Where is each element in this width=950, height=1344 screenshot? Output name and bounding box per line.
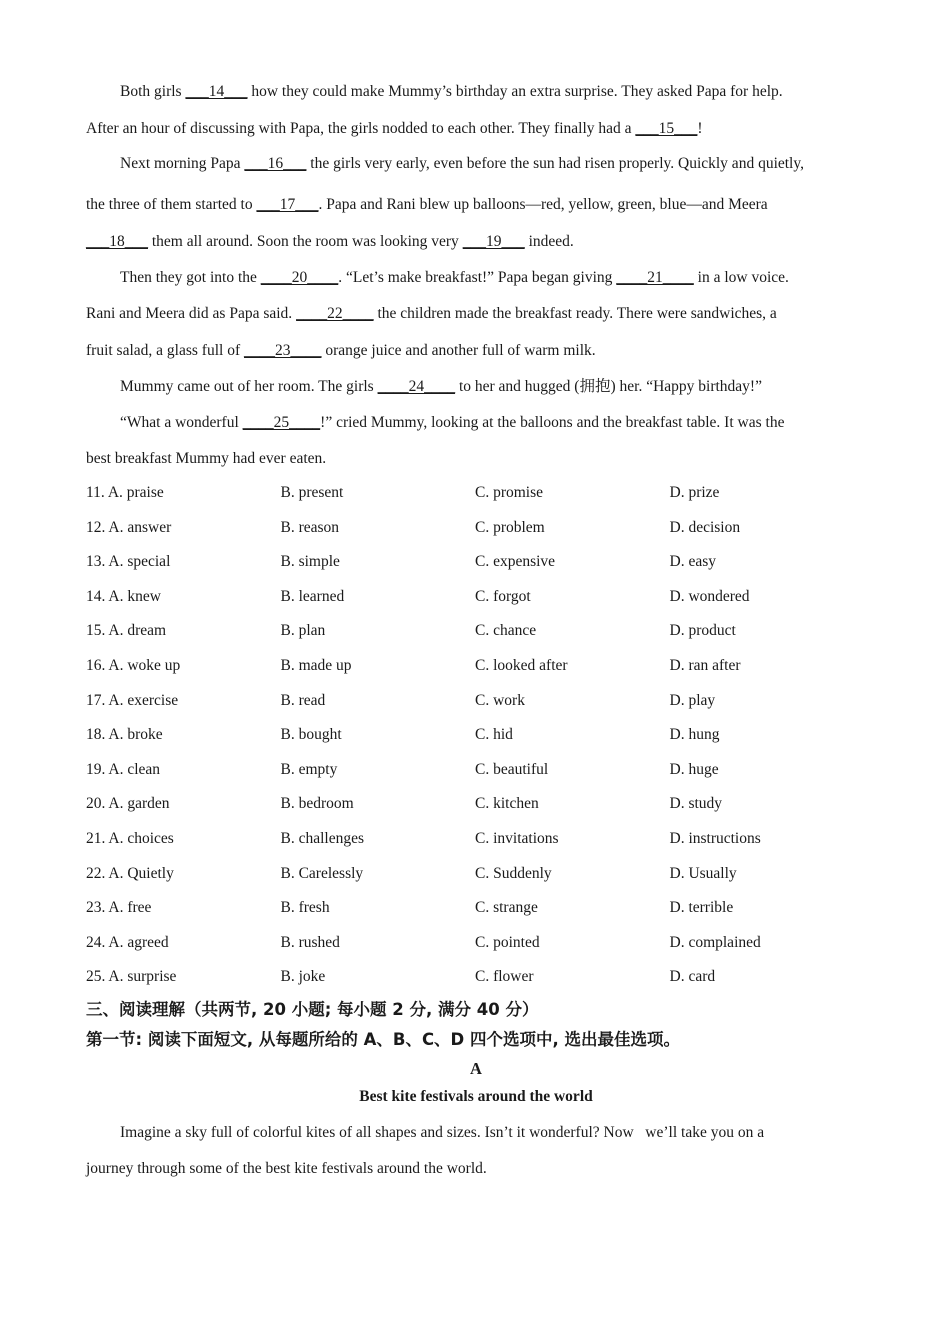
text-line bbox=[86, 223, 866, 260]
text: the girls very early, even before the sun had risen properly. Quickly and quietly, bbox=[306, 155, 804, 172]
option-choice: 16. A. woke up bbox=[86, 656, 181, 674]
option-row bbox=[86, 926, 866, 961]
option-row bbox=[86, 545, 866, 580]
option-row bbox=[86, 718, 866, 753]
story-paragraph-3 bbox=[86, 260, 866, 369]
text: fruit salad, a glass full of bbox=[86, 342, 244, 359]
option-choice: B. fresh bbox=[280, 899, 330, 917]
text: Mummy came out of her room. The girls bbox=[120, 378, 378, 395]
text-line: journey through some of the best kite festivals around the world. bbox=[86, 1159, 487, 1177]
option-choice: 12. A. answer bbox=[86, 518, 172, 536]
text-line bbox=[86, 74, 866, 110]
option-choice: C. problem bbox=[475, 518, 545, 536]
option-choice: B. Carelessly bbox=[280, 864, 364, 882]
option-choice: D. easy bbox=[669, 553, 716, 571]
option-choice: C. forgot bbox=[475, 587, 531, 605]
text: !” cried Mummy, looking at the balloons and the breakfast table. It was the bbox=[320, 414, 785, 431]
option-choice: D. complained bbox=[669, 933, 761, 951]
option-row bbox=[86, 649, 866, 684]
option-row bbox=[86, 822, 866, 857]
blank-18: ___18___ bbox=[86, 233, 148, 250]
text: Next morning Papa bbox=[120, 155, 245, 172]
text-line bbox=[86, 333, 866, 369]
text: After an hour of discussing with Papa, the girls nodded to each other. They finally had a bbox=[86, 120, 636, 137]
option-choice: D. play bbox=[669, 691, 716, 709]
option-choice: B. joke bbox=[280, 968, 326, 986]
text: Rani and Meera did as Papa said. bbox=[86, 305, 297, 322]
blank-20: ____20____ bbox=[260, 269, 339, 286]
option-choice: D. hung bbox=[669, 726, 720, 744]
blank-19: ___19___ bbox=[462, 233, 525, 250]
option-choice: B. reason bbox=[280, 518, 340, 536]
option-choice: C. chance bbox=[475, 622, 537, 640]
option-row bbox=[86, 614, 866, 649]
option-row bbox=[86, 960, 866, 995]
option-choice: C. beautiful bbox=[475, 760, 549, 778]
option-choice: C. kitchen bbox=[475, 795, 539, 813]
text: how they could make Mummy’s birthday an extra surprise. They asked Papa for help. bbox=[247, 83, 783, 100]
option-choice: 20. A. garden bbox=[86, 795, 170, 813]
text-line bbox=[86, 441, 866, 476]
story-paragraph-4 bbox=[86, 369, 866, 404]
option-choice: C. strange bbox=[475, 899, 538, 917]
story-paragraph-1 bbox=[86, 74, 866, 148]
option-choice: B. read bbox=[280, 691, 326, 709]
option-choice: B. bedroom bbox=[280, 795, 354, 813]
text: . “Let’s make breakfast!” Papa began giving bbox=[338, 269, 617, 286]
text-line bbox=[86, 148, 866, 186]
option-choice: C. invitations bbox=[475, 829, 559, 847]
option-choice: B. challenges bbox=[280, 829, 365, 847]
blank-22: ____22____ bbox=[296, 305, 374, 322]
option-choice: 22. A. Quietly bbox=[86, 864, 174, 882]
option-choice: D. wondered bbox=[669, 587, 750, 605]
text: the children made the breakfast ready. There were sandwiches, a bbox=[373, 305, 777, 322]
text: Then they got into the bbox=[120, 269, 261, 286]
story-paragraph-5 bbox=[86, 404, 866, 476]
blank-25: ____25____ bbox=[242, 414, 321, 431]
blank-16: ___16___ bbox=[244, 155, 307, 172]
option-choice: 18. A. broke bbox=[86, 726, 163, 744]
text: . Papa and Rani blew up balloons—red, yellow, green, blue—and Meera bbox=[318, 196, 768, 213]
option-choice: 19. A. clean bbox=[86, 760, 161, 778]
text-line bbox=[86, 369, 866, 404]
option-choice: 15. A. dream bbox=[86, 622, 167, 640]
blank-24: ____24____ bbox=[377, 378, 456, 395]
passage-intro bbox=[86, 1115, 866, 1187]
text: indeed. bbox=[524, 233, 574, 250]
option-choice: D. Usually bbox=[669, 864, 737, 882]
text: Both girls bbox=[120, 83, 186, 100]
section-subheading: 第一节: 阅读下面短文, 从每题所给的 A、B、C、D 四个选项中, 选出最佳选项。 bbox=[86, 1029, 681, 1049]
option-row bbox=[86, 580, 866, 615]
text: ! bbox=[697, 120, 703, 137]
option-choice: 11. A. praise bbox=[86, 484, 164, 501]
option-choice: 25. A. surprise bbox=[86, 968, 177, 986]
option-choice: 17. A. exercise bbox=[86, 691, 179, 709]
option-choice: D. card bbox=[669, 968, 716, 986]
option-choice: C. flower bbox=[475, 968, 534, 986]
answer-options bbox=[86, 476, 866, 995]
option-choice: 13. A. special bbox=[86, 553, 171, 571]
option-choice: D. huge bbox=[669, 760, 719, 778]
option-choice: B. bought bbox=[280, 726, 342, 744]
text: “What a wonderful bbox=[120, 414, 243, 431]
text-line bbox=[86, 186, 866, 223]
option-row bbox=[86, 891, 866, 926]
option-choice: B. rushed bbox=[280, 933, 340, 951]
option-choice: B. simple bbox=[280, 553, 340, 571]
text-line bbox=[86, 404, 866, 441]
option-row bbox=[86, 684, 866, 719]
blank-17: ___17___ bbox=[256, 196, 319, 213]
option-choice: 14. A. knew bbox=[86, 587, 161, 605]
option-choice: D. study bbox=[669, 795, 723, 813]
option-choice: D. ran after bbox=[669, 656, 741, 674]
option-choice: C. pointed bbox=[475, 933, 540, 951]
text-line bbox=[86, 260, 866, 295]
option-choice: C. looked after bbox=[475, 656, 568, 674]
text: the three of them started to bbox=[86, 196, 257, 213]
text: to her and hugged (拥抱) her. “Happy birthday!” bbox=[455, 378, 762, 395]
option-row bbox=[86, 511, 866, 546]
blank-23: ____23____ bbox=[243, 342, 322, 359]
option-choice: B. learned bbox=[280, 587, 345, 605]
option-choice: D. product bbox=[669, 622, 736, 640]
option-row bbox=[86, 857, 866, 892]
option-choice: B. made up bbox=[280, 656, 352, 674]
option-choice: C. Suddenly bbox=[475, 864, 552, 882]
option-choice: C. work bbox=[475, 691, 525, 709]
blank-15: ___15___ bbox=[635, 120, 698, 137]
text: orange juice and another full of warm milk. bbox=[321, 342, 596, 359]
option-choice: D. instructions bbox=[669, 829, 761, 847]
text: in a low voice. bbox=[693, 269, 789, 286]
blank-21: ____21____ bbox=[616, 269, 694, 286]
option-choice: B. present bbox=[280, 484, 344, 501]
option-row bbox=[86, 476, 866, 511]
blank-14: ___14___ bbox=[185, 83, 248, 100]
option-choice: D. terrible bbox=[669, 899, 734, 917]
text: best breakfast Mummy had ever eaten. bbox=[86, 450, 327, 467]
option-choice: C. promise bbox=[475, 484, 544, 501]
story-paragraph-2 bbox=[86, 148, 866, 260]
exam-page bbox=[86, 74, 866, 1187]
option-choice: B. empty bbox=[280, 760, 338, 778]
option-row bbox=[86, 753, 866, 788]
option-choice: 23. A. free bbox=[86, 899, 152, 917]
option-choice: D. decision bbox=[669, 518, 741, 536]
option-choice: C. expensive bbox=[475, 553, 556, 571]
passage-letter: A bbox=[470, 1058, 482, 1078]
text: them all around. Soon the room was looking very bbox=[148, 233, 463, 250]
option-choice: 24. A. agreed bbox=[86, 933, 169, 951]
passage-title: Best kite festivals around the world bbox=[359, 1087, 593, 1105]
option-choice: C. hid bbox=[475, 726, 513, 744]
text-line: Imagine a sky full of colorful kites of all shapes and sizes. Isn’t it wonderful? Now we’ll take you on a bbox=[120, 1123, 765, 1141]
text-line bbox=[86, 110, 866, 148]
option-choice: B. plan bbox=[280, 622, 326, 640]
section-heading: 三、阅读理解（共两节, 20 小题; 每小题 2 分, 满分 40 分） bbox=[86, 999, 539, 1019]
text-line bbox=[86, 295, 866, 333]
option-choice: D. prize bbox=[669, 484, 720, 501]
option-choice: 21. A. choices bbox=[86, 829, 174, 847]
option-row bbox=[86, 787, 866, 822]
